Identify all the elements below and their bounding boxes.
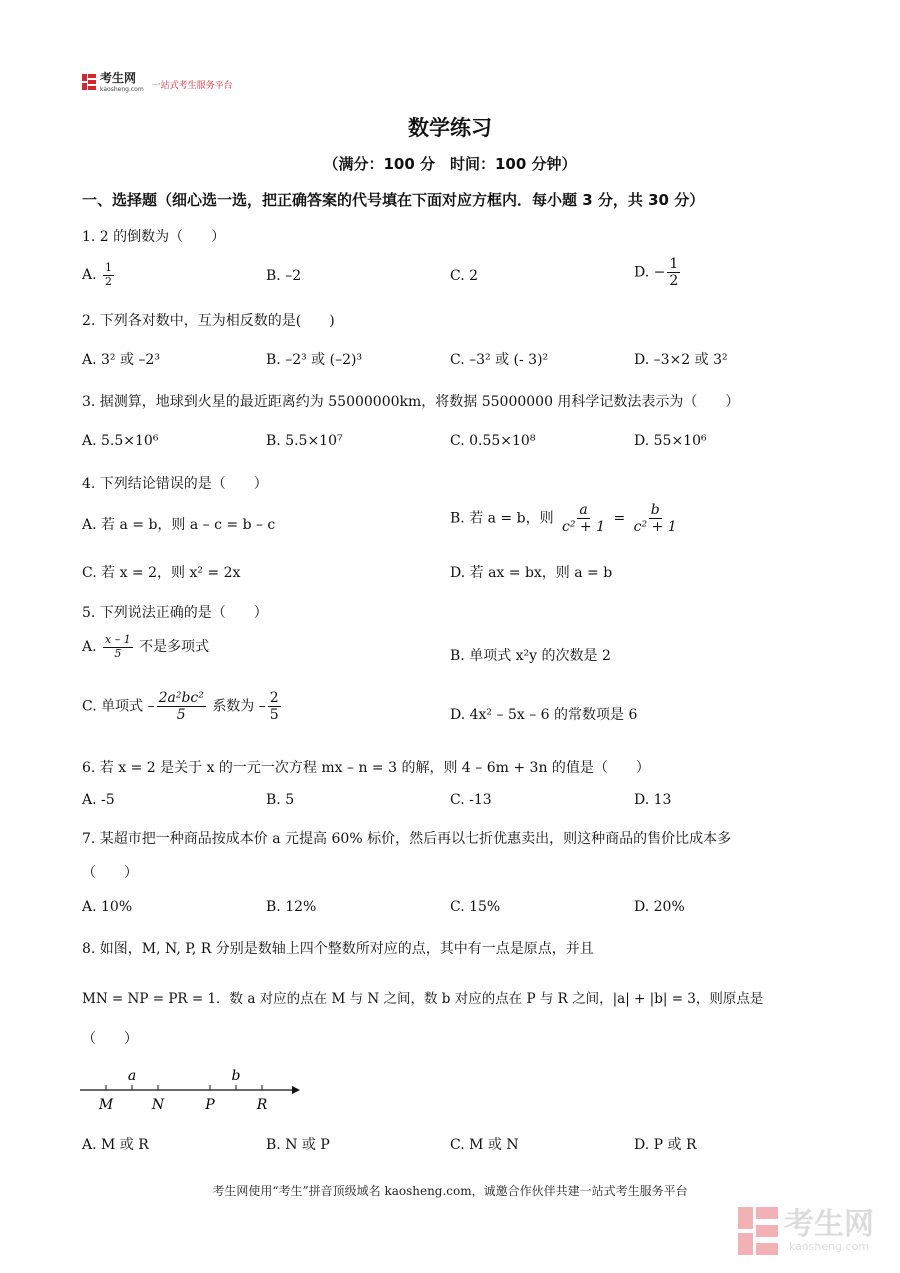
label-b: b	[231, 1068, 241, 1084]
page-title: 数学练习	[408, 116, 492, 140]
header-logo	[82, 70, 233, 93]
page-subtitle: （满分：100 分 时间：100 分钟）	[323, 155, 577, 173]
question-8-stem: 8. 如图，M, N, P, R 分别是数轴上四个整数所对应的点，其中有一点是原点，并且	[82, 941, 594, 957]
question-8-option-d: D. P 或 R	[634, 1137, 697, 1153]
question-3-option-a: A. 5.5×10⁶	[82, 433, 159, 449]
page-footer: 考生网使用“考生”拼音顶级域名 kaosheng.com，诚邀合作伙伴共建一站式考生服务平台	[212, 1184, 688, 1198]
watermark-text-block	[784, 1206, 874, 1253]
question-6-option-b: B. 5	[266, 792, 295, 808]
question-4-option-b: B. 若 a = b，则 $\frac{a}{\text{c² + 1}}$ = $\frac{b}{\text{c² + 1}}$	[450, 502, 677, 536]
question-1-option-c: C. 2	[450, 268, 479, 284]
question-3-option-d: D. 55×10⁶	[634, 433, 707, 449]
question-5-stem: 5. 下列说法正确的是（ ）	[82, 605, 268, 621]
number-line-figure	[80, 1064, 300, 1114]
question-8-option-c: C. M 或 N	[450, 1137, 519, 1153]
question-1-option-d: D. − $\frac{1}{2}$	[634, 256, 679, 290]
question-2-stem: 2. 下列各对数中，互为相反数的是( )	[82, 313, 335, 329]
logo-slogan: 一站式考生服务平台	[151, 81, 233, 91]
question-7-option-c: C. 15%	[450, 899, 501, 915]
question-2-option-a: A. 3² 或 –2³	[82, 352, 160, 368]
question-5-option-b: B. 单项式 x²y 的次数是 2	[450, 648, 611, 664]
label-p: P	[205, 1097, 215, 1113]
number-line-arrow-icon	[292, 1086, 300, 1094]
question-2-option-b: B. –2³ 或 (–2)³	[266, 352, 363, 368]
watermark-domain: kaosheng.com	[788, 1239, 870, 1253]
question-1-stem: 1. 2 的倒数为（ ）	[82, 229, 226, 245]
question-2-option-d: D. –3×2 或 3²	[634, 352, 728, 368]
watermark-name: 考生网	[784, 1206, 874, 1242]
logo-text-block	[100, 70, 144, 93]
watermark-logo	[738, 1207, 874, 1255]
label-r: R	[256, 1097, 268, 1113]
question-3-option-b: B. 5.5×10⁷	[266, 433, 343, 449]
question-4-option-c: C. 若 x = 2，则 x² = 2x	[82, 565, 241, 581]
question-5-option-a: A. $\frac{x - 1}{5}$ 不是多项式	[82, 633, 210, 660]
question-7-stem-cont: （ ）	[82, 865, 138, 881]
question-3-option-c: C. 0.55×10⁸	[450, 433, 536, 449]
question-2-option-c: C. –3² 或 (- 3)²	[450, 352, 549, 368]
label-m: M	[98, 1097, 114, 1113]
question-4-option-d: D. 若 ax = bx，则 a = b	[450, 565, 613, 581]
question-6-option-c: C. -13	[450, 792, 492, 808]
watermark-logo-icon	[738, 1207, 778, 1255]
logo-name: 考生网	[100, 71, 137, 85]
question-6-option-a: A. -5	[82, 792, 115, 808]
question-4-stem: 4. 下列结论错误的是（ ）	[82, 476, 268, 492]
kaosheng-logo-icon	[82, 74, 96, 90]
label-n: N	[151, 1097, 165, 1113]
question-7-option-a: A. 10%	[82, 899, 133, 915]
question-8-stem-cont: MN = NP = PR = 1．数 a 对应的点在 M 与 N 之间，数 b 对应的点在 P 与 R 之间，|a| + |b| = 3，则原点是	[82, 991, 764, 1007]
section-heading: 一、选择题（细心选一选，把正确答案的代号填在下面对应方框内．每小题 3 分，共 30 分）	[82, 191, 705, 209]
question-1-option-a: A. $\frac{1}{2}$	[82, 261, 113, 288]
label-a: a	[127, 1068, 137, 1084]
question-8-option-b: B. N 或 P	[266, 1137, 330, 1153]
question-4-option-a: A. 若 a = b，则 a – c = b – c	[82, 517, 276, 533]
question-6-option-d: D. 13	[634, 792, 672, 808]
question-7-stem: 7. 某超市把一种商品按成本价 a 元提高 60% 标价，然后再以七折优惠卖出，则这种商品的售价比成本多	[82, 831, 732, 847]
question-5-option-c: C. 单项式 – $\frac{\text{2a²bc²}}{5}$ 系数为 – $\frac{2}{5}$	[82, 690, 279, 724]
question-6-stem: 6. 若 x = 2 是关于 x 的一元一次方程 mx – n = 3 的解，则 4 – 6m + 3n 的值是（ ）	[82, 760, 650, 776]
question-8-option-a: A. M 或 R	[82, 1137, 149, 1153]
question-3-stem: 3. 据测算，地球到火星的最近距离约为 55000000km，将数据 55000000 用科学记数法表示为（ ）	[82, 394, 740, 410]
question-1-option-b: B. –2	[266, 268, 302, 284]
question-5-option-d: D. 4x² – 5x – 6 的常数项是 6	[450, 707, 638, 723]
question-7-option-d: D. 20%	[634, 899, 685, 915]
question-8-stem-cont-2: （ ）	[82, 1031, 138, 1047]
question-7-option-b: B. 12%	[266, 899, 317, 915]
logo-domain: kaosheng.com	[100, 86, 144, 93]
